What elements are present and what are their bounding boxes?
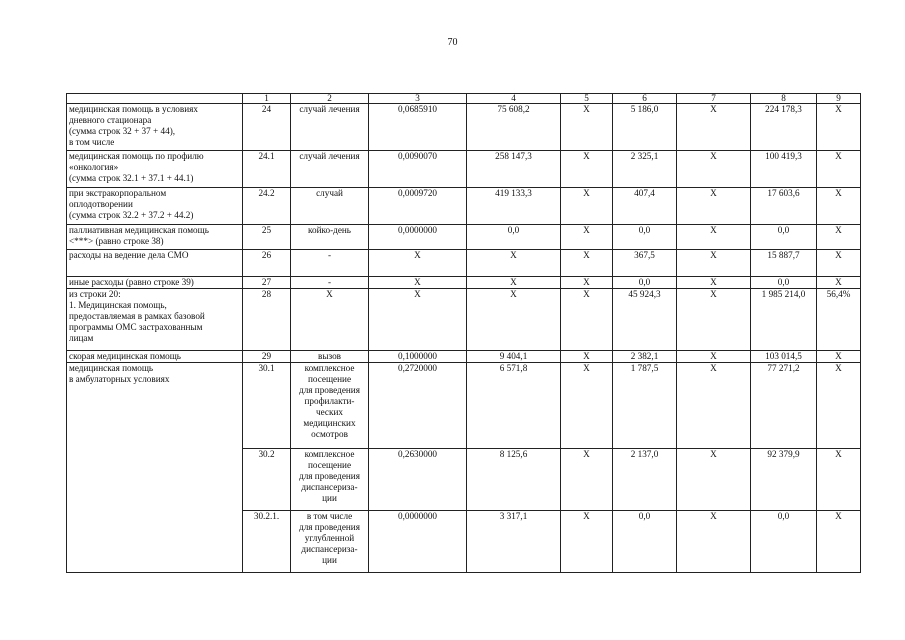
header-row xyxy=(67,94,861,104)
header-cell: 4 xyxy=(467,94,561,104)
page-number: 70 xyxy=(447,37,458,48)
value-cell: X xyxy=(817,151,861,188)
table-row xyxy=(67,250,861,277)
header-cell-empty xyxy=(67,94,243,104)
value-cell: 1 787,5 xyxy=(613,363,677,449)
table-row xyxy=(67,289,861,351)
row-label: медицинская помощь в амбулаторных условиях xyxy=(67,363,243,573)
value-cell: 0,0090070 xyxy=(369,151,467,188)
unit-cell: комплексное посещение для проведения диспансериза- ции xyxy=(291,449,369,511)
value-cell: 0,0 xyxy=(751,277,817,289)
value-cell: 2 137,0 xyxy=(613,449,677,511)
value-cell: 0,0 xyxy=(467,225,561,250)
row-number: 30.2 xyxy=(243,449,291,511)
value-cell: X xyxy=(817,351,861,363)
value-cell: X xyxy=(467,250,561,277)
row-label: при экстракорпоральном оплодотворении (сумма строк 32.2 + 37.2 + 44.2) xyxy=(67,188,243,225)
value-cell: X xyxy=(561,151,613,188)
table-row xyxy=(67,351,861,363)
value-cell: 0,0009720 xyxy=(369,188,467,225)
value-cell: X xyxy=(677,289,751,351)
row-label: медицинская помощь в условиях дневного стационара (сумма строк 32 + 37 + 44), в том числе xyxy=(67,104,243,151)
row-label: из строки 20: 1. Медицинская помощь, предоставляемая в рамках базовой программы ОМС застрахованным лицам xyxy=(67,289,243,351)
value-cell: 0,0685910 xyxy=(369,104,467,151)
value-cell: X xyxy=(817,511,861,573)
value-cell: X xyxy=(561,289,613,351)
value-cell: 92 379,9 xyxy=(751,449,817,511)
value-cell: X xyxy=(677,225,751,250)
value-cell: 17 603,6 xyxy=(751,188,817,225)
value-cell: 407,4 xyxy=(613,188,677,225)
value-cell: 3 317,1 xyxy=(467,511,561,573)
value-cell: X xyxy=(561,104,613,151)
value-cell: X xyxy=(561,351,613,363)
unit-cell: в том числе для проведения углубленной диспансериза- ции xyxy=(291,511,369,573)
header-cell: 1 xyxy=(243,94,291,104)
unit-cell: койко-день xyxy=(291,225,369,250)
value-cell: 8 125,6 xyxy=(467,449,561,511)
value-cell: X xyxy=(467,289,561,351)
header-cell: 5 xyxy=(561,94,613,104)
unit-cell: случай xyxy=(291,188,369,225)
value-cell: X xyxy=(817,363,861,449)
value-cell: X xyxy=(561,250,613,277)
value-cell: X xyxy=(369,277,467,289)
header-cell: 2 xyxy=(291,94,369,104)
value-cell: X xyxy=(817,277,861,289)
value-cell: 5 186,0 xyxy=(613,104,677,151)
value-cell: X xyxy=(677,511,751,573)
value-cell: 6 571,8 xyxy=(467,363,561,449)
value-cell: X xyxy=(561,277,613,289)
table-row xyxy=(67,225,861,250)
row-label: расходы на ведение дела СМО xyxy=(67,250,243,277)
value-cell: 56,4% xyxy=(817,289,861,351)
value-cell: 0,1000000 xyxy=(369,351,467,363)
unit-cell: случай лечения xyxy=(291,104,369,151)
value-cell: X xyxy=(561,511,613,573)
value-cell: X xyxy=(677,151,751,188)
value-cell: 0,0 xyxy=(751,511,817,573)
value-cell: 419 133,3 xyxy=(467,188,561,225)
value-cell: 75 608,2 xyxy=(467,104,561,151)
value-cell: X xyxy=(817,104,861,151)
row-number: 30.2.1. xyxy=(243,511,291,573)
value-cell: 0,0000000 xyxy=(369,511,467,573)
header-cell: 3 xyxy=(369,94,467,104)
value-cell: X xyxy=(561,363,613,449)
row-label: иные расходы (равно строке 39) xyxy=(67,277,243,289)
row-number: 24 xyxy=(243,104,291,151)
value-cell: X xyxy=(817,449,861,511)
value-cell: X xyxy=(677,104,751,151)
data-table xyxy=(66,93,861,573)
value-cell: X xyxy=(561,225,613,250)
value-cell: 103 014,5 xyxy=(751,351,817,363)
value-cell: 1 985 214,0 xyxy=(751,289,817,351)
value-cell: X xyxy=(369,289,467,351)
header-cell: 8 xyxy=(751,94,817,104)
value-cell: 224 178,3 xyxy=(751,104,817,151)
unit-cell: - xyxy=(291,250,369,277)
row-label: медицинская помощь по профилю «онкология» (сумма строк 32.1 + 37.1 + 44.1) xyxy=(67,151,243,188)
row-number: 24.1 xyxy=(243,151,291,188)
value-cell: X xyxy=(817,188,861,225)
row-number: 24.2 xyxy=(243,188,291,225)
unit-cell: X xyxy=(291,289,369,351)
value-cell: X xyxy=(369,250,467,277)
unit-cell: случай лечения xyxy=(291,151,369,188)
value-cell: X xyxy=(677,449,751,511)
table-row xyxy=(67,363,861,449)
value-cell: X xyxy=(467,277,561,289)
unit-cell: комплексное посещение для проведения профилакти- ческих медицинских осмотров xyxy=(291,363,369,449)
row-number: 30.1 xyxy=(243,363,291,449)
value-cell: 0,0 xyxy=(613,277,677,289)
row-number: 28 xyxy=(243,289,291,351)
value-cell: X xyxy=(817,250,861,277)
value-cell: X xyxy=(677,250,751,277)
row-number: 26 xyxy=(243,250,291,277)
value-cell: 100 419,3 xyxy=(751,151,817,188)
table-row xyxy=(67,188,861,225)
value-cell: 77 271,2 xyxy=(751,363,817,449)
unit-cell: вызов xyxy=(291,351,369,363)
table-row xyxy=(67,104,861,151)
value-cell: X xyxy=(677,277,751,289)
value-cell: 367,5 xyxy=(613,250,677,277)
row-number: 25 xyxy=(243,225,291,250)
value-cell: 0,0 xyxy=(613,225,677,250)
value-cell: X xyxy=(561,188,613,225)
value-cell: 2 382,1 xyxy=(613,351,677,363)
value-cell: X xyxy=(677,363,751,449)
header-cell: 6 xyxy=(613,94,677,104)
value-cell: 0,2720000 xyxy=(369,363,467,449)
value-cell: X xyxy=(677,351,751,363)
header-cell: 9 xyxy=(817,94,861,104)
value-cell: 258 147,3 xyxy=(467,151,561,188)
value-cell: 0,0000000 xyxy=(369,225,467,250)
row-number: 27 xyxy=(243,277,291,289)
row-label: паллиативная медицинская помощь <***> (равно строке 38) xyxy=(67,225,243,250)
value-cell: X xyxy=(561,449,613,511)
value-cell: 45 924,3 xyxy=(613,289,677,351)
value-cell: 2 325,1 xyxy=(613,151,677,188)
value-cell: 0,2630000 xyxy=(369,449,467,511)
value-cell: X xyxy=(817,225,861,250)
row-number: 29 xyxy=(243,351,291,363)
value-cell: X xyxy=(677,188,751,225)
row-label: скорая медицинская помощь xyxy=(67,351,243,363)
table-row xyxy=(67,277,861,289)
value-cell: 9 404,1 xyxy=(467,351,561,363)
value-cell: 0,0 xyxy=(613,511,677,573)
unit-cell: - xyxy=(291,277,369,289)
value-cell: 15 887,7 xyxy=(751,250,817,277)
table-row xyxy=(67,151,861,188)
header-cell: 7 xyxy=(677,94,751,104)
value-cell: 0,0 xyxy=(751,225,817,250)
